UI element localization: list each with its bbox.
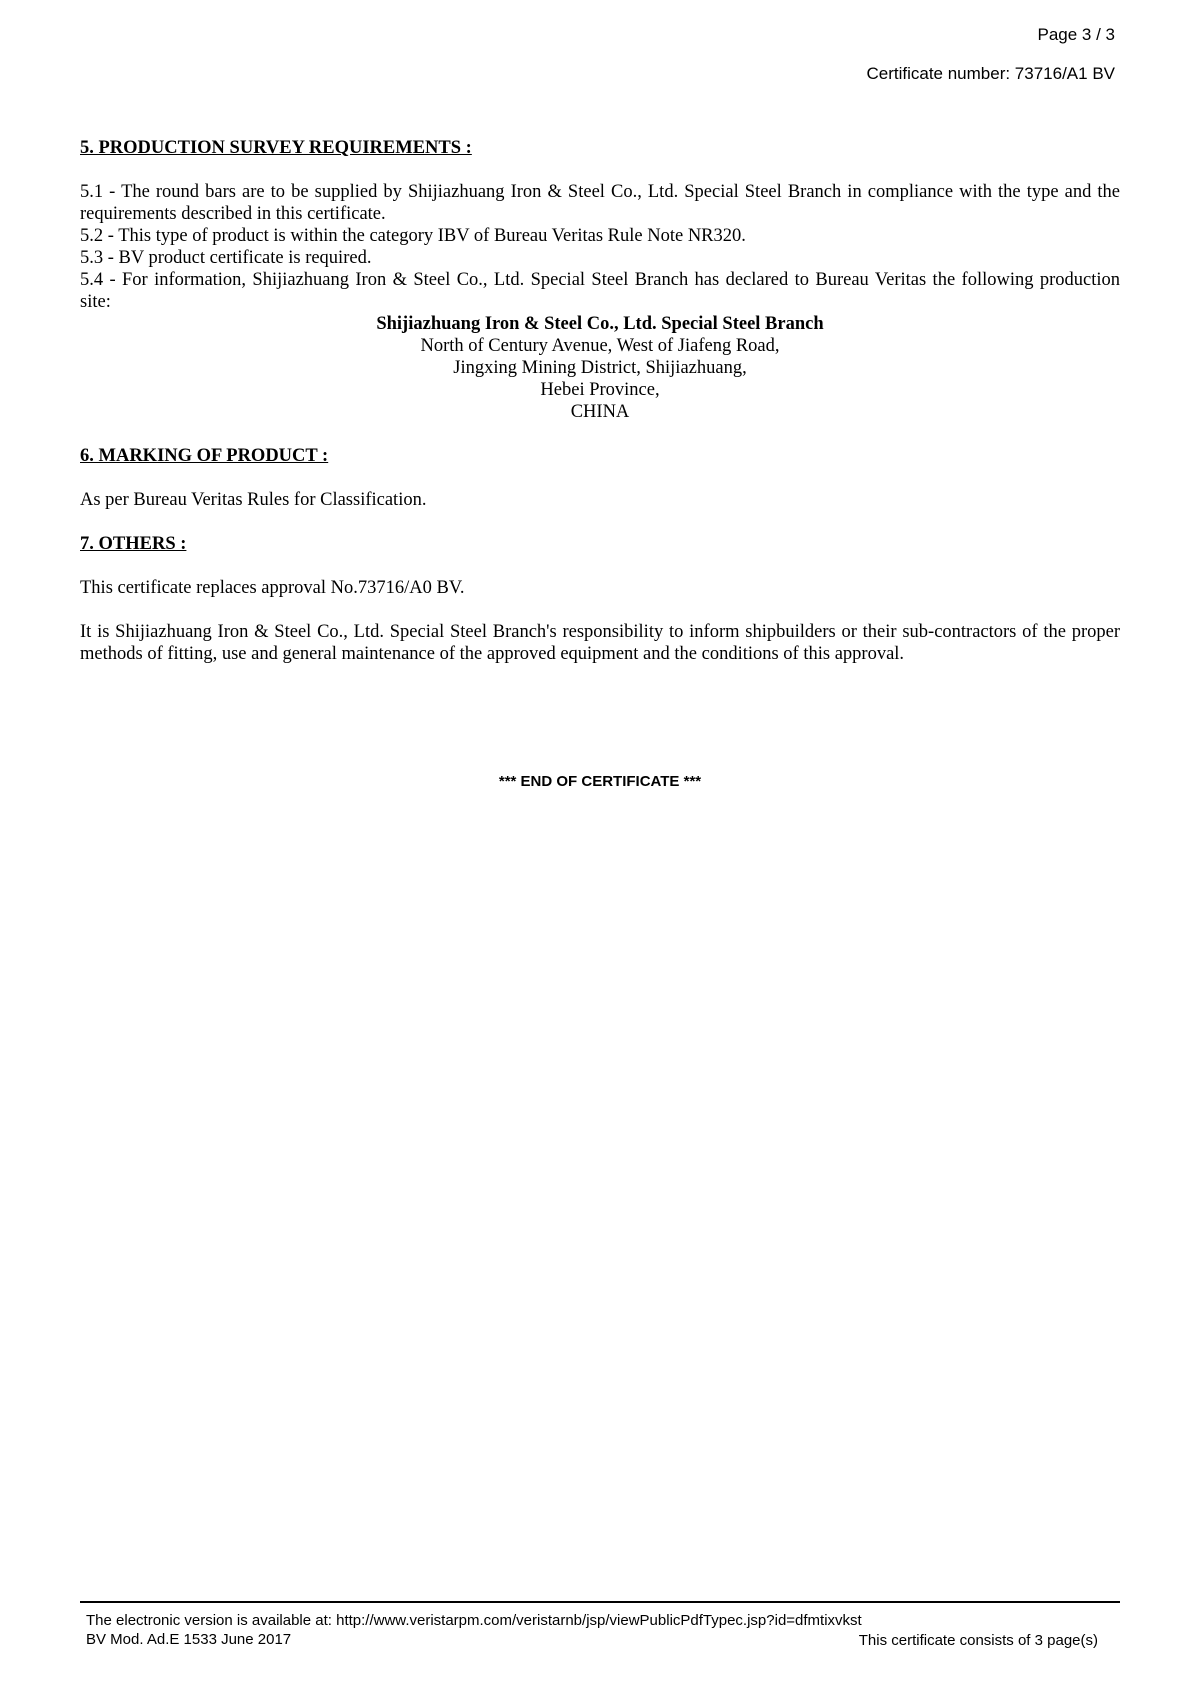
production-site-country: CHINA [570, 402, 630, 422]
production-site-address-line-3: Hebei Province, [540, 380, 660, 400]
end-of-certificate: *** END OF CERTIFICATE *** [498, 773, 702, 790]
section-5-4: 5.4 - For information, Shijiazhuang Iron & Steel Co., Ltd. Special Steel Branch has declared to Bureau Veritas the following production site: [80, 270, 1120, 312]
section-6-heading: 6. MARKING OF PRODUCT : [80, 446, 329, 466]
production-site-address-line-1: North of Century Avenue, West of Jiafeng Road, [420, 336, 780, 356]
section-5-heading: 5. PRODUCTION SURVEY REQUIREMENTS : [80, 138, 472, 158]
section-5-3: 5.3 - BV product certificate is required. [80, 248, 372, 268]
production-site-name: Shijiazhuang Iron & Steel Co., Ltd. Special Steel Branch [376, 314, 824, 334]
production-site-address-line-2: Jingxing Mining District, Shijiazhuang, [453, 358, 747, 378]
document-body [80, 137, 1120, 665]
footer-form-reference: BV Mod. Ad.E 1533 June 2017 [86, 1631, 292, 1648]
section-6-text: As per Bureau Veritas Rules for Classification. [80, 490, 427, 510]
page-number: Page 3 / 3 [1037, 25, 1115, 44]
section-7-heading: 7. OTHERS : [80, 534, 187, 554]
section-5-1: 5.1 - The round bars are to be supplied by Shijiazhuang Iron & Steel Co., Ltd. Special Steel Branch in compliance with the type and the requirements described in this certificate. [80, 182, 1120, 224]
section-7-responsibility-note: It is Shijiazhuang Iron & Steel Co., Ltd. Special Steel Branch's responsibility to inform shipbuilders or their sub-contractors of the proper methods of fitting, use and general maintenance of the approved equipment and the conditions of this approval. [80, 622, 1120, 664]
footer-divider [80, 1601, 1120, 1603]
section-5-2: 5.2 - This type of product is within the category IBV of Bureau Veritas Rule Note NR320. [80, 226, 746, 246]
section-7-replacement-note: This certificate replaces approval No.73716/A0 BV. [80, 578, 465, 598]
footer-page-count: This certificate consists of 3 page(s) [858, 1632, 1098, 1649]
certificate-number: Certificate number: 73716/A1 BV [866, 64, 1115, 83]
footer-electronic-version: The electronic version is available at: http://www.veristarpm.com/veristarnb/jsp/viewPublicPdfTypec.jsp?id=dfmtixvkst [86, 1612, 862, 1629]
